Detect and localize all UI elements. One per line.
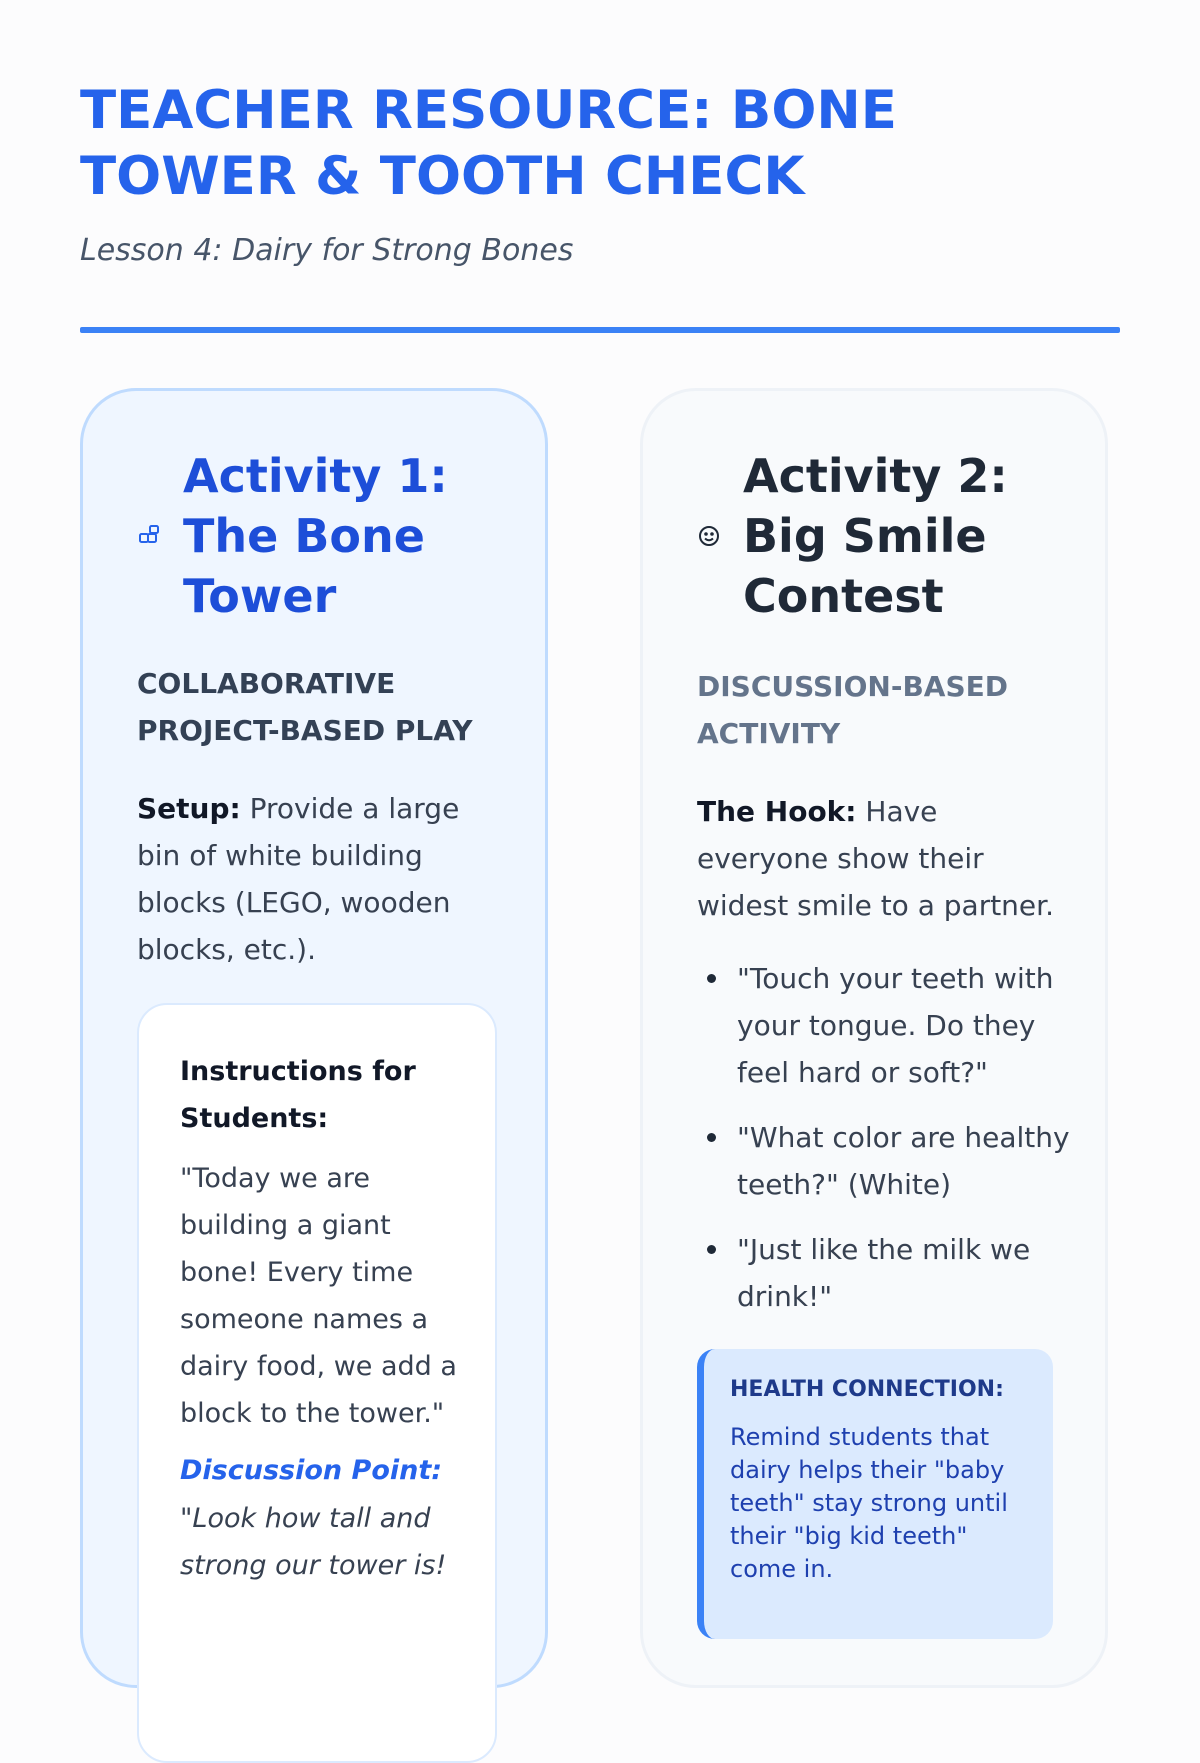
activity-2-header (697, 446, 1043, 626)
list-item (697, 955, 1077, 1096)
page-header (80, 78, 1120, 270)
list-item-text: "What color are healthy teeth?" (White) (737, 1121, 1070, 1201)
activity-1-header (137, 446, 483, 626)
instructions-quote: "Today we are building a giant bone! Every time someone names a dairy food, we add a block to the tower." (180, 1163, 457, 1429)
activity-2-hook (697, 788, 1057, 929)
activity-1-card (80, 388, 548, 1688)
instructions-title: Instructions for Students: (180, 1056, 416, 1134)
bullet-icon (707, 1245, 716, 1254)
discussion-label: Discussion Point: (180, 1455, 443, 1486)
smile-icon (697, 524, 721, 548)
discussion-text: "Look how tall and strong our tower is! (180, 1503, 447, 1581)
activity-2-type: DISCUSSION-BASED ACTIVITY (697, 670, 1009, 750)
setup-text: Provide a large bin of white building blocks (LEGO, wooden blocks, etc.). (137, 792, 460, 966)
activity-2-card (640, 388, 1108, 1688)
page-title: TEACHER RESOURCE: BONE TOWER & TOOTH CHECK (80, 80, 897, 207)
bullet-icon (707, 974, 716, 983)
list-item-text: "Just like the milk we drink!" (737, 1233, 1031, 1313)
bullet-icon (707, 1133, 716, 1142)
list-item-text: "Touch your teeth with your tongue. Do they feel hard or soft?" (737, 962, 1054, 1089)
health-connection-title: HEALTH CONNECTION: (730, 1377, 1004, 1402)
blocks-icon (137, 524, 161, 548)
instructions-box (137, 1003, 497, 1763)
list-item (697, 1226, 1077, 1320)
header-divider (80, 327, 1120, 333)
question-list (697, 955, 1077, 1338)
activity-2-title: Activity 2: Big Smile Contest (743, 449, 1008, 623)
hook-label: The Hook: (697, 795, 857, 828)
health-connection-box (697, 1349, 1053, 1639)
page-subtitle: Lesson 4: Dairy for Strong Bones (80, 233, 574, 268)
setup-label: Setup: (137, 792, 241, 825)
hook-text: Have everyone show their widest smile to a partner. (697, 795, 1054, 922)
list-item (697, 1114, 1077, 1208)
activity-1-setup (137, 785, 497, 973)
activity-1-title: Activity 1: The Bone Tower (183, 449, 448, 623)
health-connection-text: Remind students that dairy helps their "baby teeth" stay strong until their "big kid teeth" come in. (730, 1423, 1008, 1583)
activity-1-type: COLLABORATIVE PROJECT-BASED PLAY (137, 667, 473, 747)
